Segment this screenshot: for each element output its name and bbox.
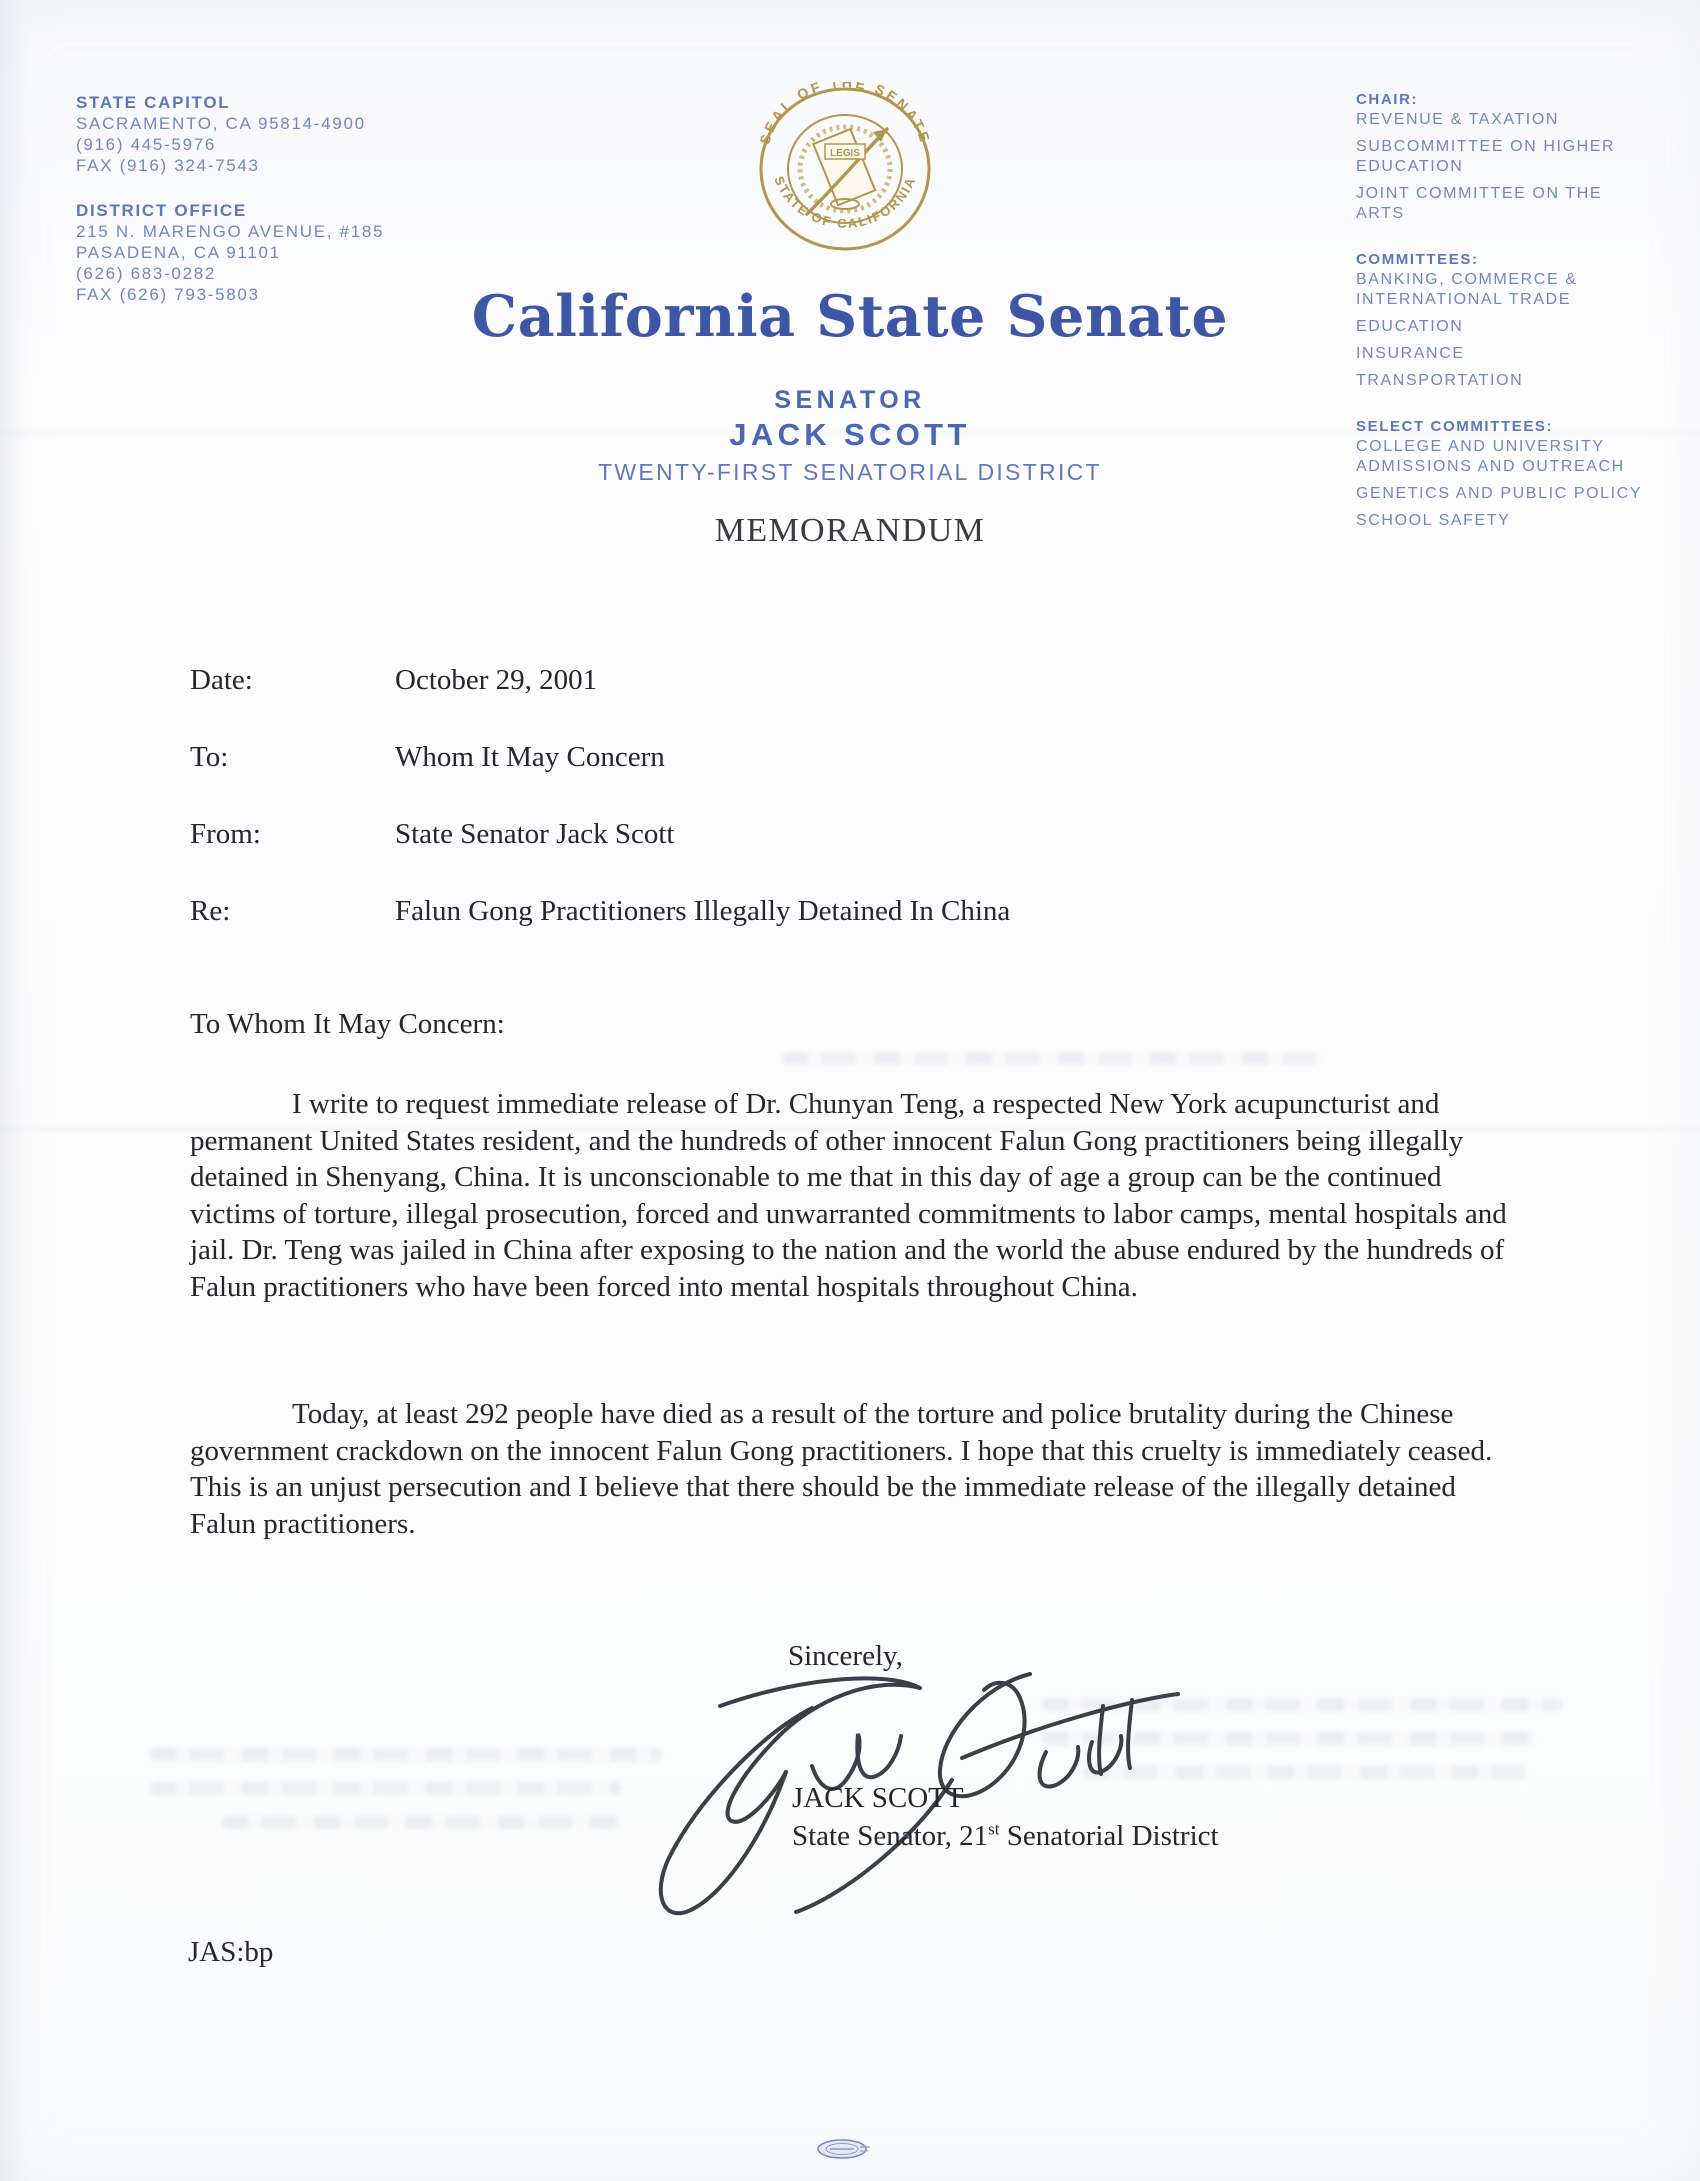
committee-item: INSURANCE	[1356, 345, 1465, 362]
signature-title-ordinal: st	[988, 1819, 1000, 1839]
seal-bottom-text: STATE OF CALIFORNIA	[771, 173, 919, 231]
senate-seal-icon	[745, 82, 945, 257]
district-fax-line: FAX (626) 793-5803	[76, 285, 260, 304]
capitol-address-line: SACRAMENTO, CA 95814-4900	[76, 114, 366, 133]
signature-typed-name: JACK SCOTT	[792, 1782, 964, 1814]
committee-item: EDUCATION	[1356, 318, 1464, 335]
chair-item: SUBCOMMITTEE ON HIGHER EDUCATION	[1356, 138, 1616, 175]
signature-typed-title	[792, 1820, 1219, 1853]
chair-item: REVENUE & TAXATION	[1356, 111, 1560, 128]
capitol-office-block	[76, 92, 384, 305]
reference-initials: JAS:bp	[188, 1936, 274, 1968]
memo-field-row	[190, 895, 1510, 972]
senator-name: JACK SCOTT	[729, 417, 971, 452]
document-type-title: MEMORANDUM	[714, 512, 986, 549]
bleed-through-smudge	[150, 1748, 662, 1850]
district-address-line: 215 N. MARENGO AVENUE, #185	[76, 222, 385, 241]
field-value-from: State Senator Jack Scott	[395, 818, 675, 850]
field-value-date: October 29, 2001	[395, 664, 598, 696]
chair-item: JOINT COMMITTEE ON THE ARTS	[1356, 185, 1603, 222]
field-label-date: Date:	[190, 664, 253, 696]
memo-field-row	[190, 741, 1510, 818]
capitol-office-title: STATE CAPITOL	[76, 93, 231, 112]
district-phone-line: (626) 683-0282	[76, 264, 217, 283]
signature-title-suffix: Senatorial District	[999, 1820, 1219, 1852]
select-committees-title: SELECT COMMITTEES:	[1356, 418, 1554, 435]
chair-title: CHAIR:	[1356, 91, 1419, 108]
bleed-through-smudge	[782, 1052, 1327, 1086]
bleed-through-smudge	[1042, 1698, 1562, 1800]
closing-salutation: Sincerely,	[788, 1640, 903, 1672]
district-office-title: DISTRICT OFFICE	[76, 201, 247, 220]
senator-label: SENATOR	[774, 386, 926, 414]
capitol-fax-line: FAX (916) 324-7543	[76, 156, 260, 175]
senatorial-district-line: TWENTY-FIRST SENATORIAL DISTRICT	[598, 459, 1102, 485]
committees-title: COMMITTEES:	[1356, 251, 1479, 268]
committee-item: TRANSPORTATION	[1356, 372, 1524, 389]
select-committee-item: SCHOOL SAFETY	[1356, 512, 1511, 529]
salutation: To Whom It May Concern:	[190, 1008, 505, 1040]
body-paragraph-2: Today, at least 292 people have died as a result of the torture and police brutality during the Chinese government crackdown on the innocent Falun Gong practitioners. I hope that this cruelty is immediately ceased. This is an unjust persecution and I believe that there should be the immediate release of the illegally detained Falun practitioners.	[190, 1398, 1493, 1540]
field-label-from: From:	[190, 818, 261, 850]
district-city-line: PASADENA, CA 91101	[76, 243, 281, 262]
organization-title: California State Senate	[471, 283, 1229, 350]
memo-field-row	[190, 818, 1510, 895]
seal-top-text: SEAL OF THE SENATE	[756, 82, 934, 147]
capitol-phone-line: (916) 445-5976	[76, 135, 217, 154]
union-printing-bug-icon	[816, 2138, 872, 2160]
chair-section	[1356, 90, 1648, 224]
field-value-re: Falun Gong Practitioners Illegally Detained In China	[395, 895, 1011, 927]
select-committee-item: COLLEGE AND UNIVERSITY ADMISSIONS AND OUTREACH	[1356, 438, 1625, 475]
memo-fields	[190, 664, 1510, 972]
body-paragraph-1: I write to request immediate release of Dr. Chunyan Teng, a respected New York acupuncturist and permanent United States resident, and the hundreds of other innocent Falun Gong practitioners being illegally detained in Shenyang, China. It is unconscionable to me that in this day of age a group can be the continued victims of torture, illegal prosecution, forced and unwarranted commitments to labor camps, mental hospitals and jail. Dr. Teng was jailed in China after exposing to the nation and the world the abuse endured by the hundreds of Falun practitioners who have been forced into mental hospitals throughout China.	[190, 1088, 1507, 1303]
seal-center-text: LEGIS	[829, 148, 861, 159]
field-label-to: To:	[190, 741, 229, 773]
field-value-to: Whom It May Concern	[395, 741, 665, 773]
signature-title-prefix: State Senator, 21	[792, 1820, 989, 1852]
committee-item: BANKING, COMMERCE & INTERNATIONAL TRADE	[1356, 271, 1578, 308]
field-label-re: Re:	[190, 895, 231, 927]
spacer	[76, 176, 384, 200]
select-committee-item: GENETICS AND PUBLIC POLICY	[1356, 485, 1643, 502]
memo-field-row	[190, 664, 1510, 741]
